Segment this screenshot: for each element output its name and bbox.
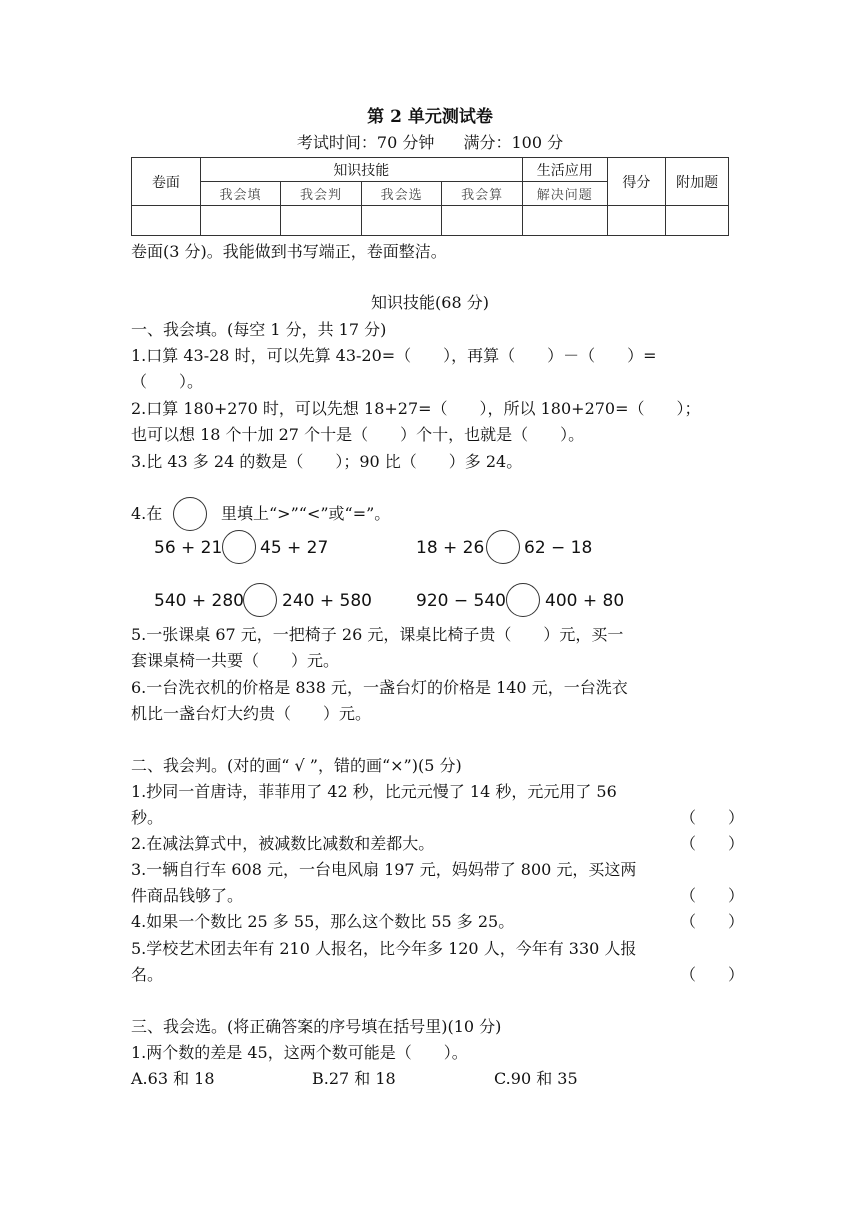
compare-right: 45 + 27 [260,538,329,558]
compare-circle[interactable] [243,583,277,617]
score-cell[interactable] [666,206,729,236]
compare-left: 18 + 26 [416,538,485,558]
compare-circle-sample [173,497,207,531]
question-text: 件商品钱够了。 [131,886,244,905]
score-cell[interactable] [200,206,281,236]
score-cell[interactable] [281,206,362,236]
part1-heading: 一、我会填。(每空 1 分，共 17 分) [131,320,387,339]
question-text: 也可以想 18 个十加 27 个十是（ ）个十，也就是（ ）。 [131,425,585,444]
part2-heading: 二、我会判。(对的画“ √ ”，错的画“×”)(5 分) [131,756,462,775]
answer-paren[interactable]: （ ） [680,808,745,827]
question-text: 5.学校艺术团去年有 210 人报名，比今年多 120 人，今年有 330 人报 [131,939,637,958]
compare-circle[interactable] [486,530,520,564]
answer-paren[interactable]: （ ） [680,886,745,905]
header-juanmian: 卷面 [132,158,201,206]
header-knowledge: 知识技能 [200,158,522,182]
header-fujia: 附加题 [666,158,729,206]
question-text: 3.一辆自行车 608 元，一台电风扇 197 元，妈妈带了 800 元，买这两 [131,860,637,879]
question-text: 里填上“>”“<”或“=”。 [221,504,391,523]
score-table [131,157,729,236]
full-score: 满分：100 分 [463,133,564,152]
option-a: A.63 和 18 [131,1069,215,1088]
question-text: 2.口算 180+270 时，可以先想 18+27=（ ），所以 180+270=（ ）； [131,399,701,418]
question-text: 秒。 [131,808,164,827]
question-text: （ ）。 [131,372,204,391]
question-text: 6.一台洗衣机的价格是 838 元，一盏台灯的价格是 140 元，一台洗衣 [131,678,628,697]
question-text: 3.比 43 多 24 的数是（ ）；90 比（ ）多 24。 [131,452,523,471]
compare-right: 400 + 80 [545,591,625,611]
score-cell[interactable] [442,206,523,236]
score-cell[interactable] [132,206,201,236]
page-title: 第 2 单元测试卷 [367,107,493,127]
compare-left: 540 + 280 [154,591,244,611]
header-life: 生活应用 [522,158,607,182]
compare-circle[interactable] [506,583,540,617]
answer-paren[interactable]: （ ） [680,965,745,984]
compare-right: 62 − 18 [524,538,593,558]
compare-left: 56 + 21 [154,538,223,558]
question-text: 2.在减法算式中，被减数比减数和差都大。 [131,834,435,853]
question-text: 1.两个数的差是 45，这两个数可能是（ ）。 [131,1043,468,1062]
compare-circle[interactable] [222,530,256,564]
option-c: C.90 和 35 [494,1069,578,1088]
sub-xuan: 我会选 [361,182,442,206]
compare-left: 920 − 540 [416,591,506,611]
question-text: 机比一盏台灯大约贵（ ）元。 [131,704,372,723]
sub-suan: 我会算 [442,182,523,206]
exam-time: 考试时间：70 分钟 [296,133,435,152]
header-defen: 得分 [607,158,666,206]
question-text: 1.口算 43-28 时，可以先算 43-20=（ ），再算（ ）－（ ）= [131,346,657,365]
question-text: 4.在 [131,504,163,523]
question-text: 4.如果一个数比 25 多 55，那么这个数比 55 多 25。 [131,912,515,931]
answer-paren[interactable]: （ ） [680,834,745,853]
juanmian-note: 卷面(3 分)。我能做到书写端正，卷面整洁。 [131,242,447,261]
question-text: 5.一张课桌 67 元，一把椅子 26 元，课桌比椅子贵（ ）元，买一 [131,625,624,644]
question-text: 1.抄同一首唐诗，菲菲用了 42 秒，比元元慢了 14 秒，元元用了 56 [131,782,617,801]
sub-jiejue: 解决问题 [522,182,607,206]
score-cell[interactable] [522,206,607,236]
exam-info [0,133,860,153]
sub-tian: 我会填 [200,182,281,206]
sub-pan: 我会判 [281,182,362,206]
option-b: B.27 和 18 [312,1069,396,1088]
score-cell[interactable] [361,206,442,236]
answer-paren[interactable]: （ ） [680,912,745,931]
question-text: 名。 [131,965,164,984]
compare-right: 240 + 580 [282,591,372,611]
section-knowledge: 知识技能(68 分) [371,293,489,312]
question-text: 套课桌椅一共要（ ）元。 [131,651,340,670]
score-cell[interactable] [607,206,666,236]
part3-heading: 三、我会选。(将正确答案的序号填在括号里)(10 分) [131,1017,502,1036]
